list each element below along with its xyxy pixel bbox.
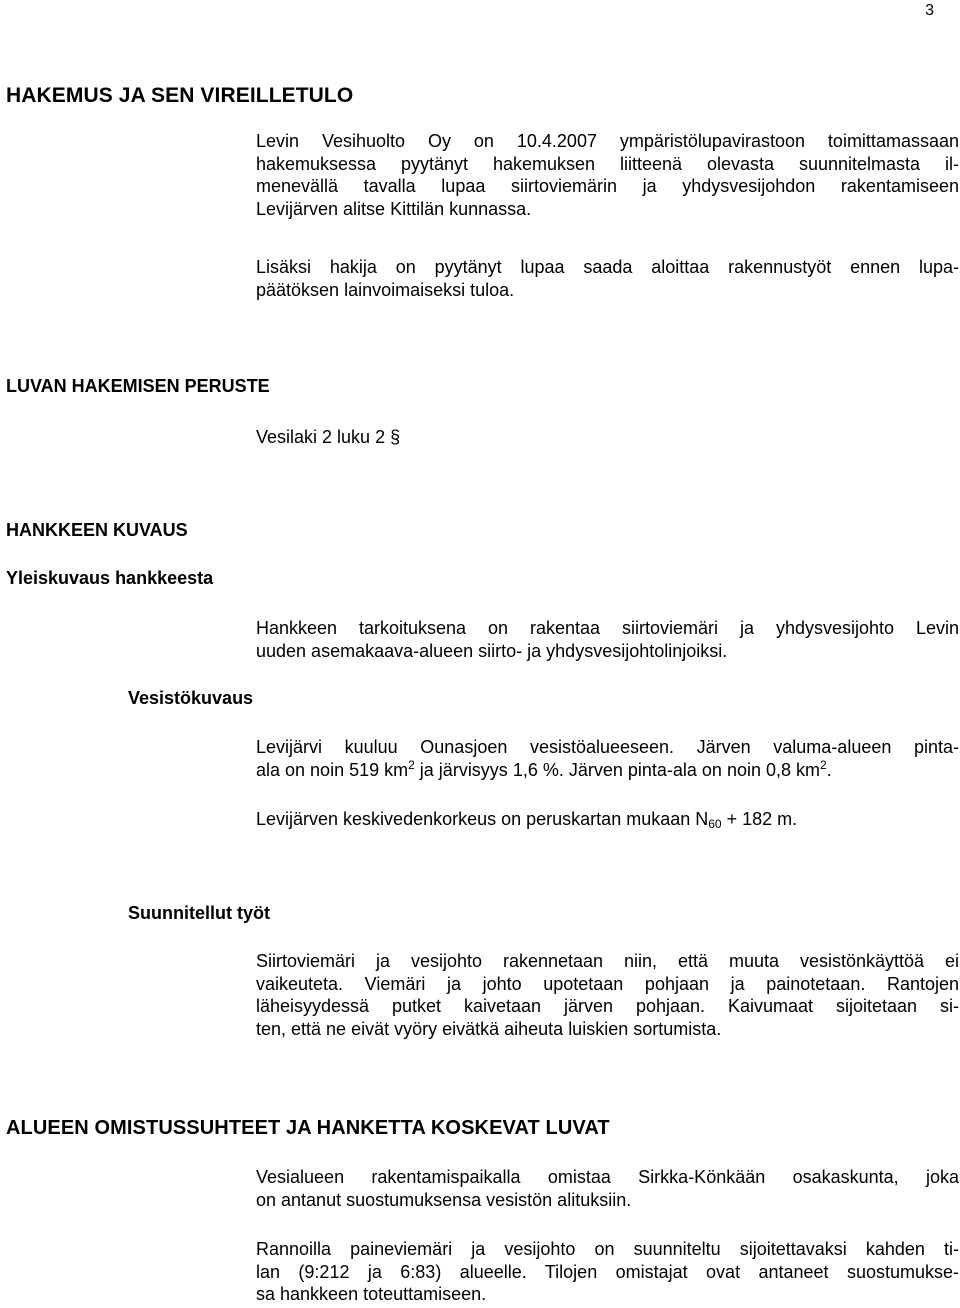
text-segment: + 182 m. (721, 809, 798, 829)
text-line (256, 808, 959, 831)
text-line: vaikeuteta. Viemäri ja johto upotetaan pohjaan ja painotetaan. Rantojen (256, 973, 959, 994)
text-segment: ala on noin 519 km (256, 759, 409, 780)
heading-yleiskuvaus: Yleiskuvaus hankkeesta (6, 568, 214, 588)
text-line: menevällä tavalla lupaa siirtoviemärin ja yhdysvesijohdon rakentamiseen (256, 176, 959, 196)
subscript: 60 (708, 817, 722, 831)
text-line: Rannoilla paineviemäri ja vesijohto on suunniteltu sijoitettavaksi kahden ti- (256, 1239, 959, 1259)
text-line: lan (9:212 ja 6:83) alueelle. Tilojen omistajat ovat antaneet suostumukse- (256, 1261, 959, 1282)
paragraph-omistus-1 (256, 1166, 959, 1211)
text-line: ten, että ne eivät vyöry eivätkä aiheuta luiskien sortumista. (256, 1018, 722, 1039)
page-number: 3 (925, 2, 934, 19)
text-line: päätöksen lainvoimaiseksi tuloa. (256, 279, 515, 300)
text-line (256, 759, 959, 782)
superscript: 2 (408, 757, 415, 772)
text-line: Levijärven alitse Kittilän kunnassa. (256, 198, 532, 219)
paragraph-omistus-2 (256, 1238, 959, 1306)
heading-suunnitellut-tyot: Suunnitellut työt (128, 903, 270, 923)
paragraph-lisaksi (256, 256, 959, 301)
text-line: läheisyydessä putket kaivetaan järven pohjaan. Kaivumaat sijoitetaan si- (256, 996, 959, 1016)
text-line: sa hankkeen toteuttamiseen. (256, 1284, 487, 1304)
text-line: Vesialueen rakentamispaikalla omistaa Sirkka-Könkään osakaskunta, joka (256, 1167, 959, 1187)
text-line: Lisäksi hakija on pyytänyt lupaa saada aloittaa rakennustyöt ennen lupa- (256, 257, 959, 277)
text-line: Vesilaki 2 luku 2 § (256, 427, 401, 447)
text-segment: Levijärven keskivedenkorkeus on peruskartan mukaan N (256, 809, 709, 829)
text-segment: ja järvisyys 1,6 %. Järven pinta-ala on noin 0,8 km (414, 759, 820, 780)
text-line: Levin Vesihuolto Oy on 10.4.2007 ympäristölupavirastoon toimittamassaan (256, 131, 959, 151)
paragraph-vedenkorkeus (256, 808, 959, 831)
text-line: Levijärvi kuuluu Ounasjoen vesistöalueeseen. Järven valuma-alueen pinta- (256, 737, 959, 757)
paragraph-peruste (256, 426, 959, 449)
superscript: 2 (820, 757, 827, 772)
text-line: uuden asemakaava-alueen siirto- ja yhdysvesijohtolinjoiksi. (256, 640, 728, 661)
text-line: Siirtoviemäri ja vesijohto rakennetaan niin, että muuta vesistönkäyttöä ei (256, 951, 959, 971)
heading-hakemus: HAKEMUS JA SEN VIREILLETULO (6, 84, 354, 107)
heading-peruste: LUVAN HAKEMISEN PERUSTE (6, 376, 270, 396)
heading-kuvaus: HANKKEEN KUVAUS (6, 520, 188, 540)
heading-vesistokuvaus: Vesistökuvaus (128, 688, 254, 708)
paragraph-hakemus (256, 130, 959, 220)
text-segment: . (826, 759, 832, 780)
text-line: Hankkeen tarkoituksena on rakentaa siirtoviemäri ja yhdysvesijohto Levin (256, 618, 959, 638)
text-line: hakemuksessa pyytänyt hakemuksen liitteenä olevasta suunnitelmasta il- (256, 153, 959, 174)
paragraph-vesisto (256, 736, 959, 781)
text-line: on antanut suostumuksensa vesistön alituksiin. (256, 1189, 632, 1210)
heading-omistussuhteet: ALUEEN OMISTUSSUHTEET JA HANKETTA KOSKEVAT LUVAT (6, 1117, 610, 1139)
paragraph-tyot (256, 950, 959, 1040)
paragraph-yleiskuvaus (256, 617, 959, 662)
